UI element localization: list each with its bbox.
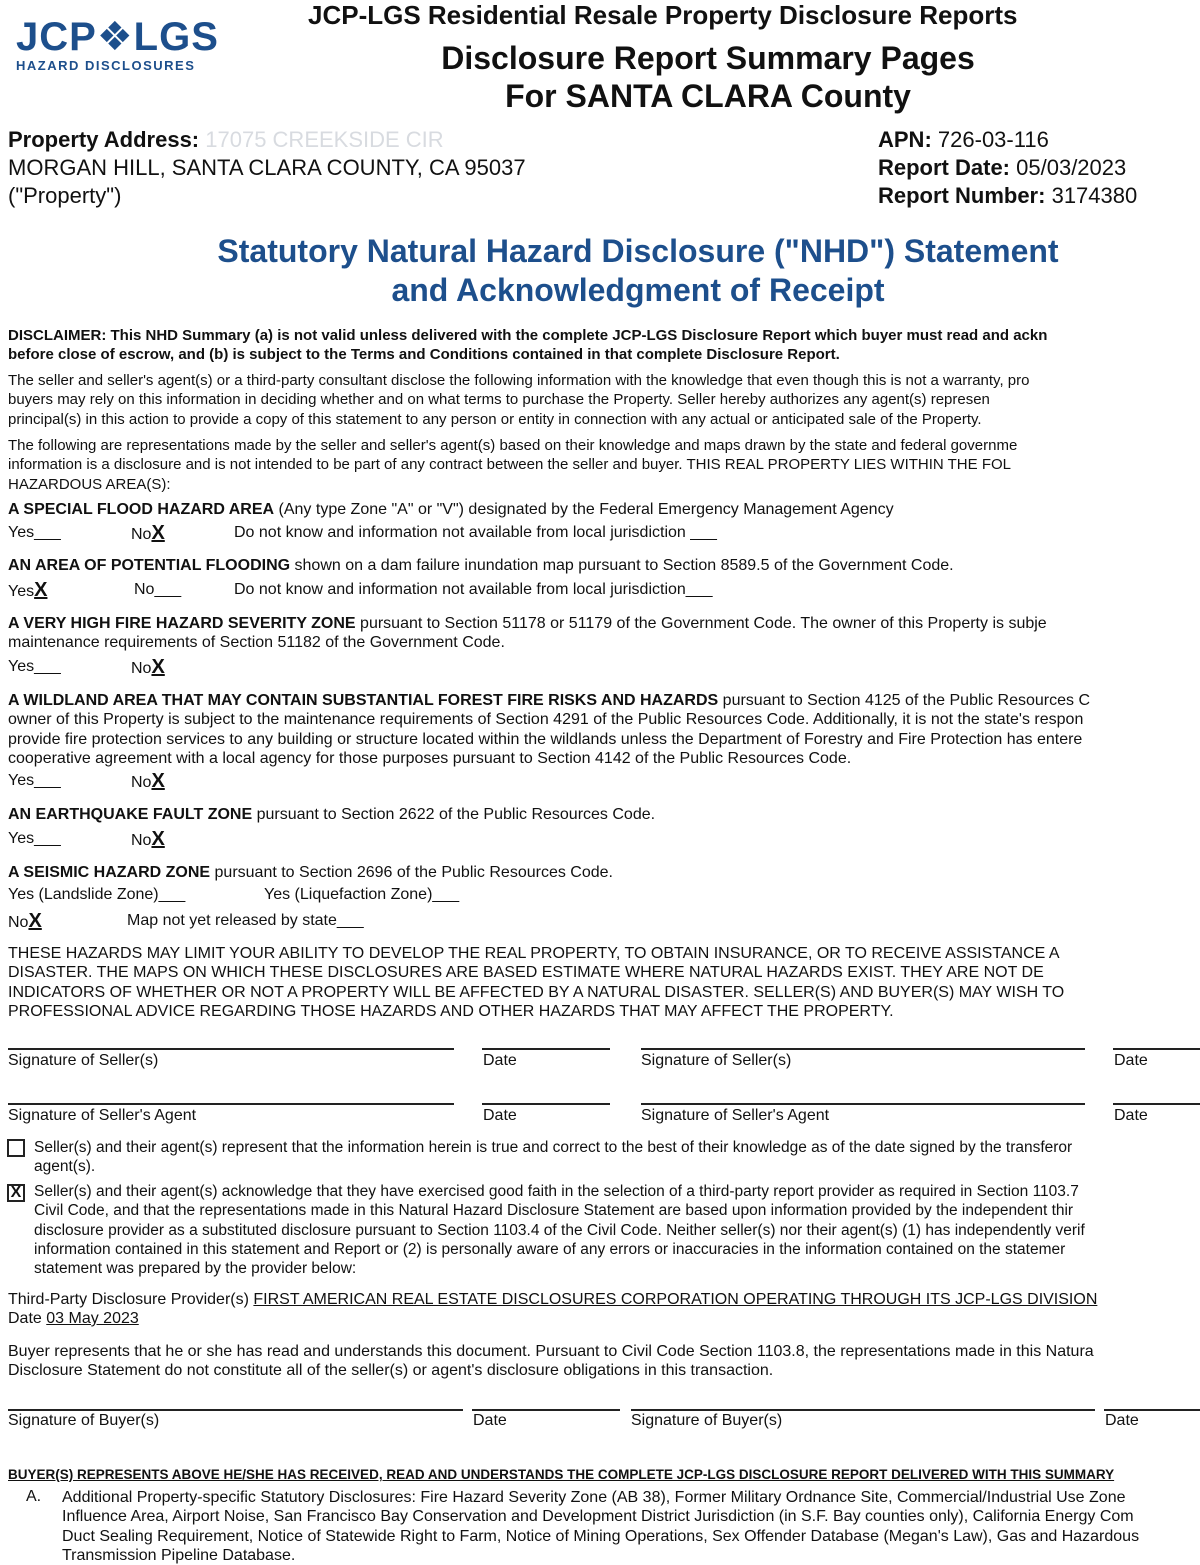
hazard-quake-title: AN EARTHQUAKE FAULT ZONE xyxy=(8,806,253,823)
hazard-wildland-text: pursuant to Section 4125 of the Public Resources C xyxy=(718,692,1090,709)
hazard-wildland-heading xyxy=(8,691,1200,768)
wildland-no xyxy=(131,770,165,793)
provider-date-row xyxy=(8,1310,139,1328)
disclaimer-line: DISCLAIMER: This NHD Summary (a) is not valid unless delivered with the complete JCP-LGS Disclosure Report which buyer must read and ackn xyxy=(8,327,1048,344)
date-label: Date xyxy=(1105,1412,1139,1429)
seismic-landslide: Yes (Landslide Zone)___ xyxy=(8,886,186,903)
hazard-wildland-line: cooperative agreement with a local agency for those purposes pursuant to Section 4142 of the Public Resources Code. xyxy=(8,749,852,767)
seismic-liquefaction: Yes (Liquefaction Zone)___ xyxy=(264,886,460,903)
apn-value: 726-03-116 xyxy=(937,127,1049,152)
representation-line: agent(s). xyxy=(34,1158,96,1176)
hazard-fire-title: A VERY HIGH FIRE HAZARD SEVERITY ZONE xyxy=(8,615,356,632)
seller-signature-line[interactable] xyxy=(641,1048,1085,1050)
fire-no-label: No xyxy=(131,660,152,677)
seismic-no-mark: X xyxy=(28,910,42,932)
hazard-fire-heading xyxy=(8,614,1200,653)
good-faith-line: information contained in this statement and Report or (2) is personally aware of any errors or inaccuracies in the information contained on the statemer xyxy=(34,1240,1066,1258)
hazard-flood-text: (Any type Zone "A" or "V") designated by the Federal Emergency Management Agency xyxy=(274,501,894,518)
buyer-signature-label: Signature of Buyer(s) xyxy=(631,1412,783,1429)
report-number-value: 3174380 xyxy=(1051,183,1138,208)
checkbox-mark: X xyxy=(10,1184,22,1201)
seismic-no xyxy=(8,910,42,933)
property-tag: ("Property") xyxy=(8,183,122,208)
quake-no-label: No xyxy=(131,832,152,849)
dam-no: No___ xyxy=(134,581,182,598)
paragraph-line: The following are representations made by the seller and seller's agent(s) based on their knowledge and maps drawn by the state and federal governme xyxy=(8,437,1018,454)
fire-yes: Yes___ xyxy=(8,658,61,675)
dam-yes xyxy=(8,579,47,602)
quake-no-mark: X xyxy=(151,828,165,850)
footer-item-letter: A. xyxy=(26,1488,42,1505)
flood-yes: Yes___ xyxy=(8,524,61,541)
wildland-yes: Yes___ xyxy=(8,772,61,789)
property-address-city: MORGAN HILL, SANTA CLARA COUNTY, CA 95037 xyxy=(8,155,526,180)
provider-row xyxy=(8,1291,1097,1309)
good-faith-checkbox[interactable] xyxy=(7,1184,25,1202)
date-label: Date xyxy=(483,1107,517,1124)
seller-date-line[interactable] xyxy=(1113,1048,1200,1050)
wildland-no-label: No xyxy=(131,774,152,791)
seller-agent-signature-label: Signature of Seller's Agent xyxy=(641,1107,830,1124)
property-address-street: 17075 CREEKSIDE CIR xyxy=(205,127,444,152)
buyer-rep-line: Buyer represents that he or she has read and understands this document. Pursuant to Civil Code Section 1103.8, the representations made in this Natura xyxy=(8,1343,1094,1360)
seller-agent-date-line[interactable] xyxy=(482,1103,610,1105)
date-label: Date xyxy=(1114,1052,1148,1069)
quake-yes: Yes___ xyxy=(8,830,61,847)
paragraph-line: buyers may rely on this information in deciding whether and on what terms to purchase the Property. Seller hereby authorizes any agent(s) represen xyxy=(8,391,990,409)
seller-agent-signature-line[interactable] xyxy=(8,1103,454,1105)
hazard-fire-line xyxy=(8,614,1200,633)
hazard-fire-text: pursuant to Section 51178 or 51179 of the Government Code. The owner of this Property is subje xyxy=(355,615,1047,632)
hazard-flood-title: A SPECIAL FLOOD HAZARD AREA xyxy=(8,501,275,518)
footer-item-line: Transmission Pipeline Database. xyxy=(62,1546,296,1564)
intro-paragraph-1 xyxy=(8,371,1200,429)
footer-item-line: Duct Sealing Requirement, Notice of Statewide Right to Farm, Notice of Mining Operations, Sex Offender Database (Megan's Law), Gas and Hazardous xyxy=(62,1527,1140,1545)
good-faith-line: Civil Code, and that the representations made in this Natural Hazard Disclosure Statement are based upon information provided by the independent thir xyxy=(34,1202,1074,1220)
intro-paragraph-2 xyxy=(8,436,1200,494)
good-faith-line: statement was prepared by the provider below: xyxy=(34,1260,357,1278)
seller-agent-date-line[interactable] xyxy=(1113,1103,1200,1105)
fire-no-mark: X xyxy=(151,656,165,678)
seller-signature-label: Signature of Seller(s) xyxy=(641,1052,792,1069)
property-address xyxy=(8,127,444,153)
hazard-wildland-line: owner of this Property is subject to the maintenance requirements of Section 4291 of the Public Resources Code. Additionally, it is not the state's respon xyxy=(8,711,1084,729)
hazard-fire-line: maintenance requirements of Section 51182 of the Government Code. xyxy=(8,634,505,652)
date-label: Date xyxy=(473,1412,507,1429)
seismic-no-label: No xyxy=(8,914,29,931)
provider-label: Third-Party Disclosure Provider(s) xyxy=(8,1291,254,1308)
hazard-warning xyxy=(8,944,1200,1021)
apn-label: APN: xyxy=(878,127,932,152)
seller-agent-signature-label: Signature of Seller's Agent xyxy=(8,1107,197,1124)
dam-yes-label: Yes xyxy=(8,583,35,600)
hazard-dam-title: AN AREA OF POTENTIAL FLOODING xyxy=(8,557,291,574)
flood-no xyxy=(131,522,165,545)
hazard-quake-heading xyxy=(8,805,1200,824)
hazard-seismic-heading xyxy=(8,863,1200,882)
disclaimer xyxy=(8,326,1200,365)
property-address-label: Property Address: xyxy=(8,127,200,152)
hazard-wildland-line xyxy=(8,691,1200,710)
good-faith-line: disclosure provider as a substituted disclosure pursuant to Section 1103.4 of the Civil Code. Neither seller(s) nor their agent(s) (1) has independently verif xyxy=(34,1221,1085,1239)
footer-item-line: Influence Area, Airport Noise, San Francisco Bay Conservation and Development District Jurisdiction (in S.F. Bay counties only), California Energy Com xyxy=(62,1508,1134,1526)
buyer-signature-line[interactable] xyxy=(631,1409,1095,1411)
warning-line: THESE HAZARDS MAY LIMIT YOUR ABILITY TO DEVELOP THE REAL PROPERTY, TO OBTAIN INSURANCE, OR TO RECEIVE ASSISTANCE A xyxy=(8,945,1060,962)
footer-item xyxy=(62,1488,1200,1565)
buyer-representation xyxy=(8,1342,1200,1381)
report-number-row xyxy=(878,183,1137,209)
provider-date: 03 May 2023 xyxy=(46,1310,139,1327)
paragraph-line: The seller and seller's agent(s) or a third-party consultant disclose the following information with the knowledge that even though this is not a warranty, pro xyxy=(8,372,1030,389)
seismic-unreleased: Map not yet released by state___ xyxy=(127,912,364,929)
hazard-wildland-line: provide fire protection services to any building or structure located within the wildlands unless the Department of Forestry and Fire Protection has entere xyxy=(8,730,1083,748)
buyer-signature-line[interactable] xyxy=(8,1409,463,1411)
flood-no-mark: X xyxy=(151,522,165,544)
good-faith-line: Seller(s) and their agent(s) acknowledge that they have exercised good faith in the selection of a third-party report provider as required in Section 1103.7 xyxy=(34,1183,1079,1200)
footer-heading: BUYER(S) REPRESENTS ABOVE HE/SHE HAS RECEIVED, READ AND UNDERSTANDS THE COMPLETE JCP-LGS DISCLOSURE REPORT DELIVERED WITH THIS SUMMARY xyxy=(8,1467,1115,1482)
warning-line: INDICATORS OF WHETHER OR NOT A PROPERTY WILL BE AFFECTED BY A NATURAL DISASTER. SELLER(S) AND BUYER(S) MAY WISH TO xyxy=(8,983,1065,1001)
date-label: Date xyxy=(483,1052,517,1069)
dam-unknown: Do not know and information not available from local jurisdiction___ xyxy=(234,581,713,598)
hazard-dam-heading xyxy=(8,556,1200,575)
hazard-quake-text: pursuant to Section 2622 of the Public Resources Code. xyxy=(252,806,656,823)
buyer-date-line[interactable] xyxy=(472,1409,620,1411)
date-label: Date xyxy=(1114,1107,1148,1124)
quake-no xyxy=(131,828,165,851)
report-header-title: JCP-LGS Residential Resale Property Disclosure Reports xyxy=(308,0,1018,30)
hazard-flood-heading xyxy=(8,500,1200,519)
warning-line: DISASTER. THE MAPS ON WHICH THESE DISCLOSURES ARE BASED ESTIMATE WHERE NATURAL HAZARDS EXIST. THEY ARE NOT DE xyxy=(8,964,1044,982)
report-date-label: Report Date: xyxy=(878,155,1011,180)
hazard-dam-text: shown on a dam failure inundation map pursuant to Section 8589.5 of the Government Code. xyxy=(290,557,954,574)
seller-date-line[interactable] xyxy=(482,1048,610,1050)
hazard-seismic-title: A SEISMIC HAZARD ZONE xyxy=(8,864,211,881)
seller-signature-label: Signature of Seller(s) xyxy=(8,1052,159,1069)
report-header-county: For SANTA CLARA County xyxy=(505,78,911,114)
provider-date-label: Date xyxy=(8,1310,47,1327)
buyer-rep-line: Disclosure Statement do not constitute all of the seller(s) or agent's disclosure obligations in this transaction. xyxy=(8,1362,774,1380)
statement-title-line2: and Acknowledgment of Receipt xyxy=(391,272,885,308)
hazard-wildland-title: A WILDLAND AREA THAT MAY CONTAIN SUBSTANTIAL FOREST FIRE RISKS AND HAZARDS xyxy=(8,692,719,709)
representation-checkbox[interactable] xyxy=(7,1139,25,1157)
hazard-seismic-text: pursuant to Section 2696 of the Public Resources Code. xyxy=(210,864,613,881)
paragraph-line: information is a disclosure and is not intended to be part of any contract between the seller and buyer. THIS REAL PROPERTY LIES WITHIN THE FOL xyxy=(8,456,1011,474)
paragraph-line: principal(s) in this action to provide a copy of this statement to any person or entity in connection with any actual or anticipated sale of the Property. xyxy=(8,410,982,428)
representation-line: Seller(s) and their agent(s) represent that the information herein is true and correct to the best of their knowledge as of the date signed by the transferor xyxy=(34,1139,1073,1156)
statement-title: Statutory Natural Hazard Disclosure ("NHD") Statement xyxy=(217,233,1059,269)
report-date-value: 05/03/2023 xyxy=(1016,155,1127,180)
wildland-no-mark: X xyxy=(151,770,165,792)
report-number-label: Report Number: xyxy=(878,183,1046,208)
buyer-date-line[interactable] xyxy=(1104,1409,1200,1411)
provider-name: FIRST AMERICAN REAL ESTATE DISCLOSURES CORPORATION OPERATING THROUGH ITS JCP-LGS DIVISION xyxy=(253,1291,1098,1308)
good-faith-text xyxy=(34,1182,1200,1278)
flood-no-label: No xyxy=(131,526,152,543)
fire-no xyxy=(131,656,165,679)
footer-item-line: Additional Property-specific Statutory Disclosures: Fire Hazard Severity Zone (AB 38), Former Military Ordnance Site, Commercial/Industrial Use Zone xyxy=(62,1489,1126,1506)
apn-row xyxy=(878,127,1049,153)
seller-signature-line[interactable] xyxy=(8,1048,454,1050)
company-logo: JCP❖LGS xyxy=(16,15,219,59)
buyer-signature-label: Signature of Buyer(s) xyxy=(8,1412,160,1429)
representation-text xyxy=(34,1138,1200,1177)
paragraph-line: HAZARDOUS AREA(S): xyxy=(8,475,171,493)
dam-yes-mark: X xyxy=(34,579,48,601)
report-header-subtitle: Disclosure Report Summary Pages xyxy=(441,40,975,76)
flood-unknown: Do not know and information not available from local jurisdiction ___ xyxy=(234,524,717,541)
warning-line: PROFESSIONAL ADVICE REGARDING THOSE HAZARDS AND OTHER HAZARDS THAT MAY AFFECT THE PROPERTY. xyxy=(8,1002,894,1020)
company-logo-tagline: HAZARD DISCLOSURES xyxy=(16,58,196,73)
seller-agent-signature-line[interactable] xyxy=(641,1103,1085,1105)
disclaimer-line: before close of escrow, and (b) is subject to the Terms and Conditions contained in that complete Disclosure Report. xyxy=(8,346,840,364)
report-date-row xyxy=(878,155,1126,181)
